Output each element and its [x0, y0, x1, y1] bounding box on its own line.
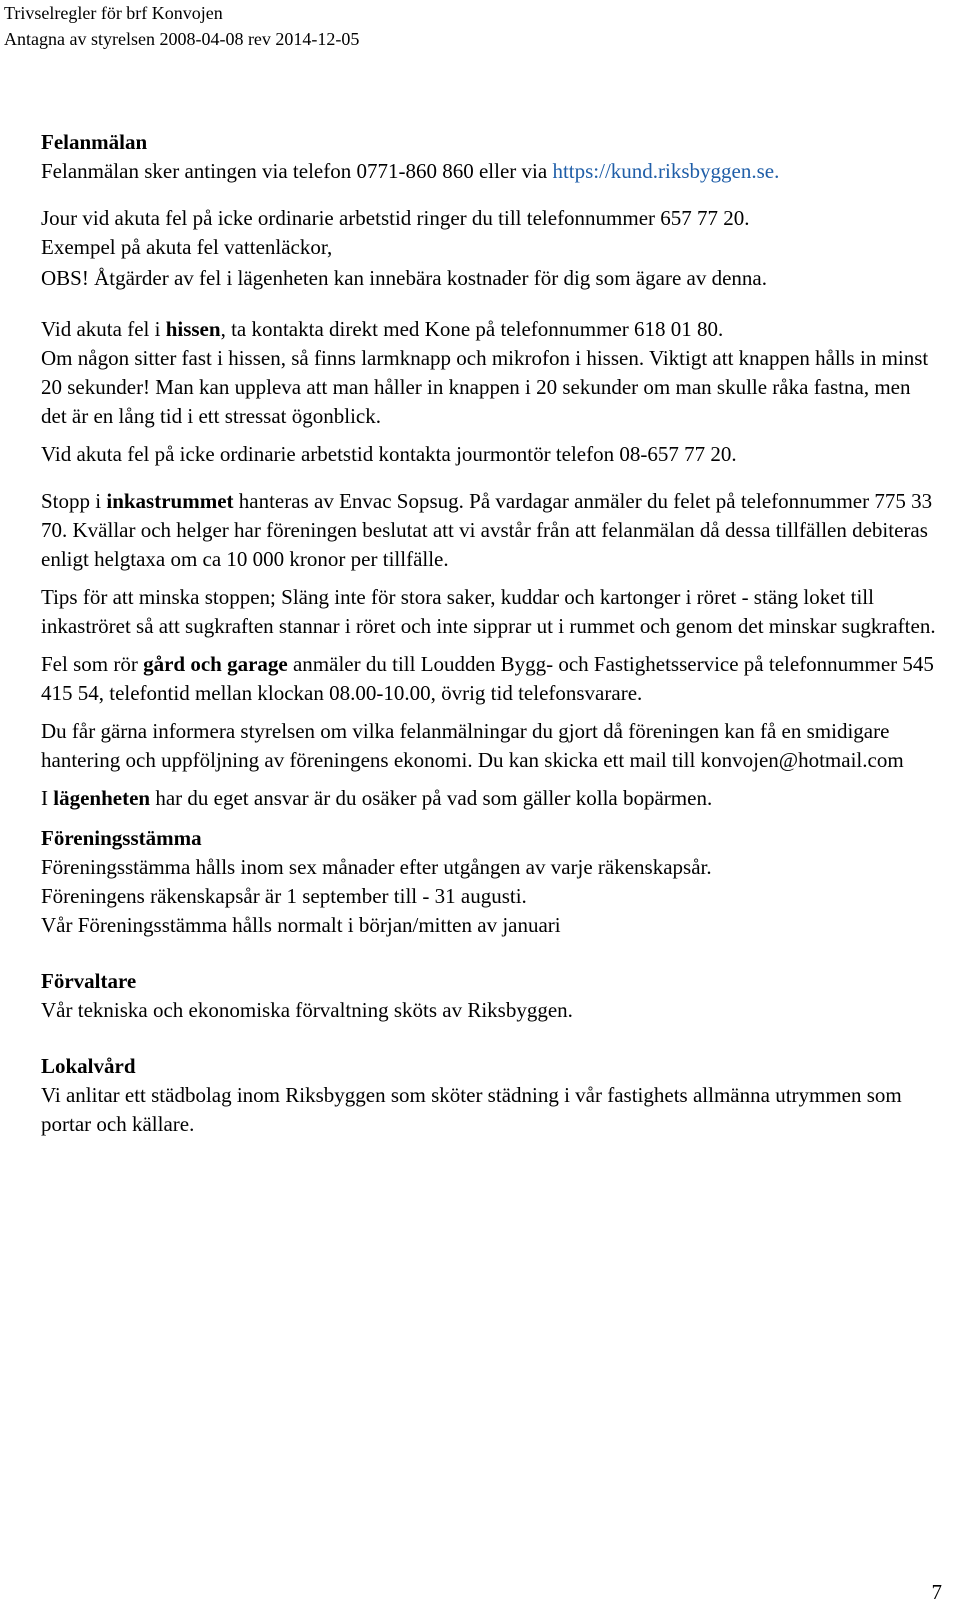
heading-foreningsstamma: Föreningsstämma [41, 826, 202, 850]
stopp-bold: inkastrummet [106, 489, 234, 513]
hiss-post: , ta kontakta direkt med Kone på telefonnummer 618 01 80. [220, 317, 724, 341]
gard-bold: gård och garage [143, 652, 288, 676]
stopp-pre: Stopp i [41, 489, 107, 513]
hiss-pre: Vid akuta fel i [41, 317, 166, 341]
heading-lokalvard: Lokalvård [41, 1054, 136, 1078]
hiss-bold: hissen [165, 317, 221, 341]
stamma-line-2: Föreningens räkenskapsår är 1 september till - 31 augusti. [41, 884, 527, 908]
document-title: Trivselregler för brf Konvojen [4, 3, 223, 23]
heading-forvaltare: Förvaltare [41, 969, 137, 993]
forvaltare-line-1: Vår tekniska och ekonomiska förvaltning sköts av Riksbyggen. [41, 998, 573, 1022]
gard-pre: Fel som rör [41, 652, 144, 676]
gard-post: anmäler du till Loudden Bygg- och Fastighetsservice på telefonnummer 545 415 54, telefontid mellan klockan 08.00-10.00, övrig tid telefonsvarare. [41, 652, 934, 705]
obs-paragraph: OBS! Åtgärder av fel i lägenheten kan innebära kostnader för dig som ägare av denna. [41, 266, 767, 290]
document-subtitle: Antagna av styrelsen 2008-04-08 rev 2014-12-05 [4, 29, 360, 49]
jour-line-1: Jour vid akuta fel på icke ordinarie arbetstid ringer du till telefonnummer 657 77 20. [41, 206, 750, 230]
heading-felanmalan: Felanmälan [41, 130, 148, 154]
jour-line-2: Exempel på akuta fel vattenläckor, [41, 235, 333, 259]
page-number: 7 [931, 1580, 942, 1604]
page-header [4, 0, 359, 52]
lgh-post: har du eget ansvar är du osäker på vad som gäller kolla bopärmen. [150, 786, 713, 810]
stopp-paragraph [41, 487, 941, 574]
hiss-jour-paragraph: Vid akuta fel på icke ordinarie arbetstid kontakta jourmontör telefon 08-657 77 20. [41, 442, 737, 466]
lokalvard-line-1: Vi anlitar ett städbolag inom Riksbyggen som sköter städning i vår fastighets allmänna utrymmen som portar och källare. [41, 1083, 902, 1136]
riksbyggen-link[interactable]: https://kund.riksbyggen.se. [552, 159, 780, 183]
intro-text: Felanmälan sker antingen via telefon 0771-860 860 eller via [41, 159, 553, 183]
hiss-paragraph [41, 315, 941, 344]
tips-paragraph: Tips för att minska stoppen; Släng inte för stora saker, kuddar och kartonger i röret - stäng loket till inkaströret så att sugkraften stannar i röret och inte sipprar ut i rummet och genom det minskar sugkraften. [41, 585, 936, 638]
lgh-bold: lägenheten [53, 786, 151, 810]
lagenhet-paragraph [41, 784, 941, 813]
felanmalan-intro [41, 157, 941, 186]
stamma-line-1: Föreningsstämma hålls inom sex månader efter utgången av varje räkenskapsår. [41, 855, 712, 879]
informera-paragraph: Du får gärna informera styrelsen om vilka felanmälningar du gjort då föreningen kan få en smidigare hantering och uppföljning av föreningens ekonomi. Du kan skicka ett mail till konvojen@hotmail.com [41, 719, 904, 772]
lgh-pre: I [41, 786, 54, 810]
document-body [41, 128, 941, 1139]
stopp-post: hanteras av Envac Sopsug. På vardagar anmäler du felet på telefonnummer 775 33 70. Kvällar och helger har föreningen beslutat att vi avstår från att felanmälan då dessa tillfällen debiteras enligt helgtaxa om ca 10 000 kronor per tillfälle. [41, 489, 933, 571]
hiss-paragraph-2: Om någon sitter fast i hissen, så finns larmknapp och mikrofon i hissen. Viktigt att knappen hålls in minst 20 sekunder! Man kan uppleva att man håller in knappen i 20 sekunder om man skulle råka fastna, men det är en lång tid i ett stressat ögonblick. [41, 346, 929, 428]
gard-paragraph [41, 650, 941, 708]
stamma-line-3: Vår Föreningsstämma hålls normalt i början/mitten av januari [41, 913, 561, 937]
